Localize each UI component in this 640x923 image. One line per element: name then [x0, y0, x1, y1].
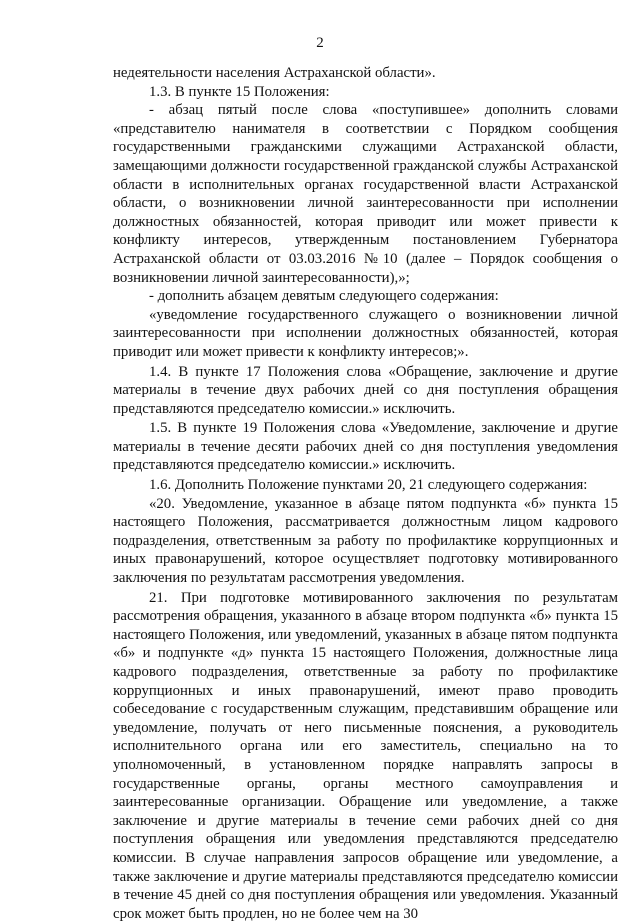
paragraph-item-1-4: 1.4. В пункте 17 Положения слова «Обращение, заключение и другие материалы в течение двух рабочих дней со дня поступления обращения представляются председателю комиссии.» исключить. — [113, 363, 618, 417]
paragraph-item-1-3: 1.3. В пункте 15 Положения: — [149, 83, 330, 100]
paragraph-item-1-6: 1.6. Дополнить Положение пунктами 20, 21 следующего содержания: — [149, 477, 588, 494]
paragraph-uvedomlenie-quote: «уведомление государственного служащего о возникновении личной заинтересованности при исполнении должностных обязанностей, которая приводит или может привести к конфликту интересов;». — [113, 306, 618, 360]
paragraph-item-1-5: 1.5. В пункте 19 Положения слова «Уведомление, заключение и другие материалы в течение десяти рабочих дней со дня поступления уведомления представляются председателю комиссии.» исключить. — [113, 420, 618, 474]
paragraph-dopolnit-abzacem: - дополнить абзацем девятым следующего содержания: — [149, 288, 499, 305]
paragraph-abzac-pyatyi: - абзац пятый после слова «поступившее» дополнить словами «представителю нанимателя в соответствии с Порядком сообщения государственными гражданскими служащими Астраханской области, замещающими должности государственной гражданской службы Астраханской области в исполнительных органах государственной власти Астраханской области, о возникновении личной заинтересованности при исполнении должностных обязанностей, которая приводит или может привести к конфликту интересов, утвержденным постановлением Губернатора Астраханской области от 03.03.2016 №10 (далее – Порядок сообщения о возникновении личной заинтересованности),»; — [113, 102, 618, 286]
paragraph-continuation: недеятельности населения Астраханской области». — [113, 65, 436, 81]
page-number: 2 — [316, 35, 324, 51]
paragraph-point-20: «20. Уведомление, указанное в абзаце пятом подпункта «б» пункта 15 настоящего Положения, рассматривается должностным лицом кадрового подразделения, ответственным за работу по профилактике коррупционных и иных правонарушений, которое осуществляет подготовку мотивированного заключения по результатам рассмотрения уведомления. — [113, 495, 618, 587]
paragraph-point-21: 21. При подготовке мотивированного заключения по результатам рассмотрения обращения, указанного в абзаце втором подпункта «б» пункта 15 настоящего Положения, или уведомлений, указанных в абзаце пятом подпункта «б» и подпункте «д» пункта 15 настоящего Положения, должностные лица кадрового подразделения, ответственные за работу по профилактике коррупционных и иных правонарушений, имеют право проводить собеседование с государственным служащим, представившим обращение или уведомление, получать от него письменные пояснения, а руководитель исполнительного органа или его заместитель, специально на то уполномоченный, в установленном порядке направлять запросы в государственные органы, органы местного самоуправления и заинтересованные организации. Обращение или уведомление, а также заключение и другие материалы в течение семи рабочих дней со дня поступления обращения или уведомления представляются председателю комиссии. В случае направления запросов обращение или уведомление, а также заключение и другие материалы представляются председателю комиссии в течение 45 дней со дня поступления обращения или уведомления. Указанный срок может быть продлен, но не более чем на 30 — [113, 589, 618, 922]
document-body — [113, 64, 618, 923]
